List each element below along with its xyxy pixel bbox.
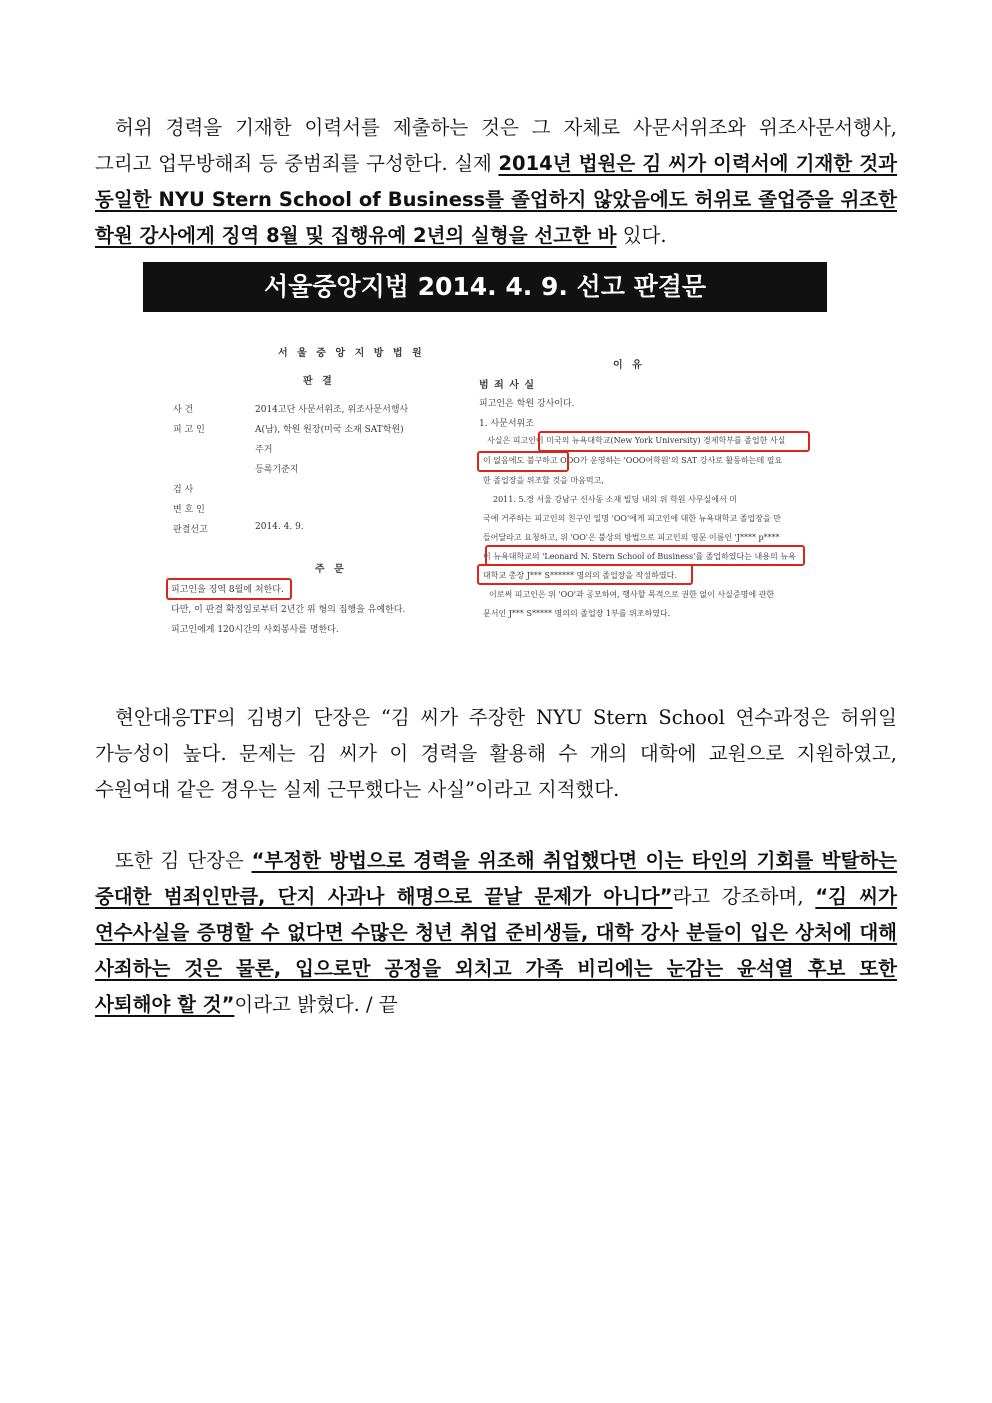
prosecutor-row-key: 검 사 bbox=[173, 485, 194, 495]
fact-line: 국에 거주하는 피고인의 친구인 일명 'OO'에게 피고인에 대한 뉴욕대학교 졸업장을 만 bbox=[483, 514, 781, 523]
paragraph-mid: 라고 강조하며, bbox=[672, 885, 816, 908]
highlight-box bbox=[477, 451, 569, 472]
paragraph-conclusion bbox=[95, 843, 897, 1023]
paragraph-tf-statement bbox=[95, 700, 897, 808]
paragraph-lead: 또한 김 단장은 bbox=[115, 849, 252, 872]
paragraph-text: 현안대응TF의 김병기 단장은 “김 씨가 주장한 NYU Stern School 연수과정은 허위일 가능성이 높다. 문제는 김 씨가 이 경력을 활용해 수 개의 대학에 교원으로 지원하였고, 수원여대 같은 경우는 실제 근무했다는 사실”이라고 지적했다. bbox=[95, 706, 897, 801]
case-row-key: 사 건 bbox=[173, 405, 194, 415]
paragraph-lead: 허위 경력을 기재한 이력서를 제출하는 것은 그 자체로 사문서위조와 위조사문서행사, 그리고 업무방해죄 등 중범죄를 구성한다. 실제 bbox=[95, 116, 897, 175]
fact-line: 1. 사문서위조 bbox=[479, 419, 534, 429]
fact-line: 이 없음에도 불구하고 OOO가 운영하는 'OOO어학원'의 SAT 강사로 활동하는데 필요 bbox=[483, 456, 783, 465]
fact-line: 대학교 총장 J*** S****** 명의의 졸업장을 작성하였다. bbox=[483, 571, 677, 580]
highlight-box bbox=[477, 564, 693, 585]
document-type: 판 결 bbox=[303, 376, 335, 387]
court-name: 서 울 중 앙 지 방 법 원 bbox=[278, 348, 425, 359]
emphasized-quote-2: “김 씨가 연수사실을 증명할 수 없다면 수많은 청년 취업 준비생들, 대학 강사 분들이 입은 상처에 대해 사죄하는 것은 물론, 입으로만 공정을 외치고 가족 비리에는 눈감는 윤석열 후보 또한 사퇴해야 할 것” bbox=[95, 885, 897, 1016]
counsel-row-key: 변 호 인 bbox=[173, 505, 205, 515]
defendant-row-value: A(남), 학원 원장(미국 소재 SAT학원) bbox=[255, 425, 404, 435]
highlight-box bbox=[485, 545, 805, 566]
defendant-row-key: 피 고 인 bbox=[173, 425, 205, 435]
verdict-date-key: 판결선고 bbox=[173, 525, 208, 535]
ruling-banner: 서울중앙지법 2014. 4. 9. 선고 판결문 bbox=[143, 262, 827, 312]
fact-line: 피고인은 학원 강사이다. bbox=[479, 399, 575, 409]
ruling-document-scan bbox=[143, 312, 827, 650]
address-row-value: 주거 bbox=[255, 445, 273, 455]
fact-line: 들어달라고 요청하고, 위 'OO'은 불상의 방법으로 피고인의 영문 이름인 'J**** p**** bbox=[483, 533, 780, 542]
verdict-date-value: 2014. 4. 9. bbox=[255, 522, 304, 532]
order-line: 다만, 이 판결 확정일로부터 2년간 위 형의 집행을 유예한다. bbox=[171, 605, 406, 615]
registry-row-value: 등록기준지 bbox=[255, 465, 299, 475]
paragraph-tail: 이라고 밝혔다. / 끝 bbox=[234, 993, 398, 1016]
paragraph-tail: 있다. bbox=[616, 224, 667, 247]
fact-line: 2011. 5.경 서울 강남구 신사동 소재 빌딩 내의 위 학원 사무실에서 미 bbox=[493, 495, 737, 504]
case-row-value: 2014고단 사문서위조, 위조사문서행사 bbox=[255, 405, 409, 415]
emphasized-ruling: 2014년 법원은 김 씨가 이력서에 기재한 것과 동일한 NYU Stern School of Business를 졸업하지 않았음에도 허위로 졸업증을 위조한 학원 강사에게 징역 8월 및 집행유예 2년의 실형을 선고한 바 bbox=[95, 152, 897, 247]
fact-line: 문서인 J*** S***** 명의의 졸업장 1부를 위조하였다. bbox=[483, 609, 671, 618]
order-line: 피고인에게 120시간의 사회봉사를 명한다. bbox=[171, 625, 339, 635]
highlight-box bbox=[538, 431, 810, 452]
fact-line: 이 뉴욕대학교의 'Leonard N. Stern School of Business'를 졸업하였다는 내용의 뉴욕 bbox=[483, 552, 796, 561]
order-sentence: 피고인을 징역 8월에 처한다. bbox=[171, 585, 284, 595]
fact-line: 사실은 피고인이 미국의 뉴욕대학교(New York University) 경제학부를 졸업한 사실 bbox=[487, 436, 786, 445]
fact-line: 이로써 피고인은 위 'OO'과 공모하여, 행사할 목적으로 권한 없이 사실증명에 관한 bbox=[489, 590, 775, 599]
facts-heading: 범 죄 사 실 bbox=[479, 380, 536, 391]
emphasized-quote-1: “부정한 방법으로 경력을 위조해 취업했다면 이는 타인의 기회를 박탈하는 중대한 범죄인만큼, 단지 사과나 해명으로 끝날 문제가 아니다” bbox=[95, 849, 897, 908]
order-heading: 주 문 bbox=[315, 564, 347, 575]
fact-line: 한 졸업장을 위조할 것을 마음먹고, bbox=[483, 476, 604, 485]
reason-heading: 이 유 bbox=[613, 360, 645, 371]
paragraph-court-ruling bbox=[95, 110, 897, 254]
